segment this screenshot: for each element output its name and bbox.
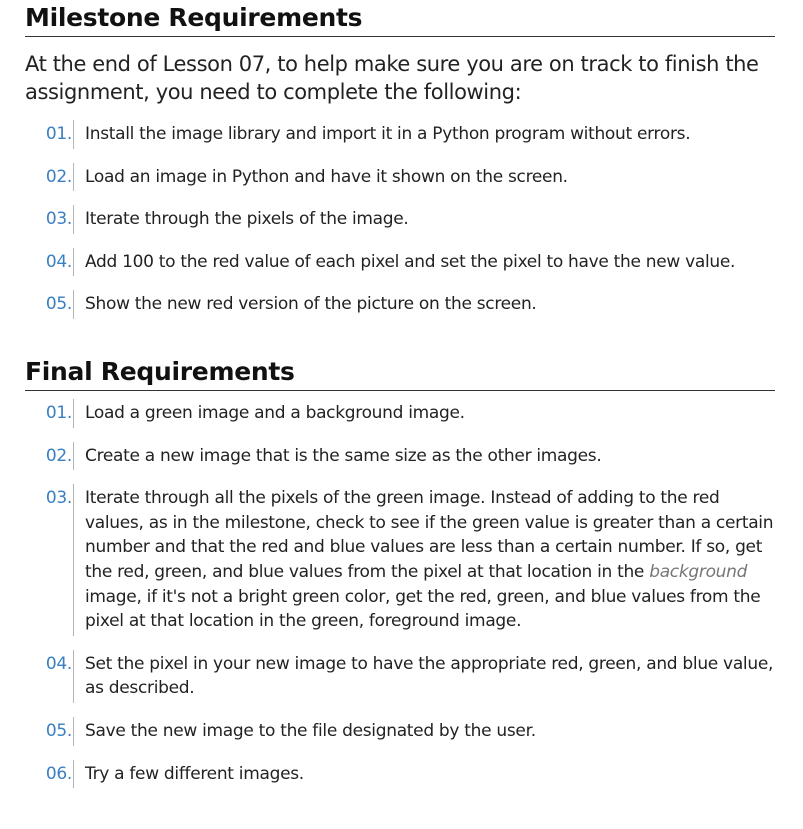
item-number: 05. — [45, 720, 72, 741]
list-item — [25, 122, 775, 147]
list-item — [25, 401, 775, 426]
item-text: Create a new image that is the same size as the other images. — [85, 444, 775, 469]
item-number: 04. — [45, 251, 72, 272]
list-item — [25, 762, 775, 787]
item-text-part: Iterate through all the pixels of the green image. Instead of adding to the red values, as in the milestone, check to see if the green value is greater than a certain number and that the red and blue values are less than a certain number. If so, get the red, green, and blue values from the pixel at that location in the — [85, 488, 774, 582]
milestone-section — [25, 0, 775, 317]
list-item — [25, 719, 775, 744]
list-item — [25, 486, 775, 634]
item-number: 01. — [45, 124, 72, 144]
item-number: 03. — [45, 209, 72, 230]
item-text: Show the new red version of the picture on the screen. — [85, 292, 775, 317]
item-number: 06. — [45, 763, 72, 784]
list-item — [25, 652, 775, 701]
final-requirements-list — [25, 401, 775, 786]
final-section — [25, 354, 775, 786]
item-text: Load an image in Python and have it shown on the screen. — [85, 165, 775, 190]
list-item — [25, 165, 775, 190]
final-heading: Final Requirements — [25, 354, 775, 391]
emphasis-background: background — [649, 561, 748, 582]
item-number: 02. — [45, 166, 72, 187]
item-text: Install the image library and import it in a Python program without errors. — [85, 122, 775, 147]
item-text-part: image, if it's not a bright green color, get the red, green, and blue values from the pixel at that location in the green, foreground image. — [85, 586, 761, 632]
item-text: Save the new image to the file designated by the user. — [85, 719, 775, 744]
list-item — [25, 207, 775, 232]
item-number: 02. — [45, 445, 72, 466]
item-number: 01. — [45, 402, 72, 423]
item-number: 04. — [45, 653, 72, 674]
item-text: Try a few different images. — [85, 762, 775, 787]
list-item — [25, 292, 775, 317]
list-item — [25, 444, 775, 469]
item-text: Iterate through the pixels of the image. — [85, 207, 775, 232]
item-text: Add 100 to the red value of each pixel and set the pixel to have the new value. — [85, 250, 775, 275]
milestone-requirements-list — [25, 122, 775, 317]
milestone-heading: Milestone Requirements — [25, 0, 775, 37]
item-text: Set the pixel in your new image to have the appropriate red, green, and blue value, as described. — [85, 652, 775, 701]
item-text — [85, 486, 775, 634]
milestone-intro: At the end of Lesson 07, to help make sure you are on track to finish the assignment, you need to complete the following: — [25, 52, 759, 104]
item-number: 03. — [45, 488, 72, 509]
item-number: 05. — [45, 294, 72, 315]
assignment-page — [25, 0, 775, 804]
item-text: Load a green image and a background image. — [85, 401, 775, 426]
list-item — [25, 250, 775, 275]
